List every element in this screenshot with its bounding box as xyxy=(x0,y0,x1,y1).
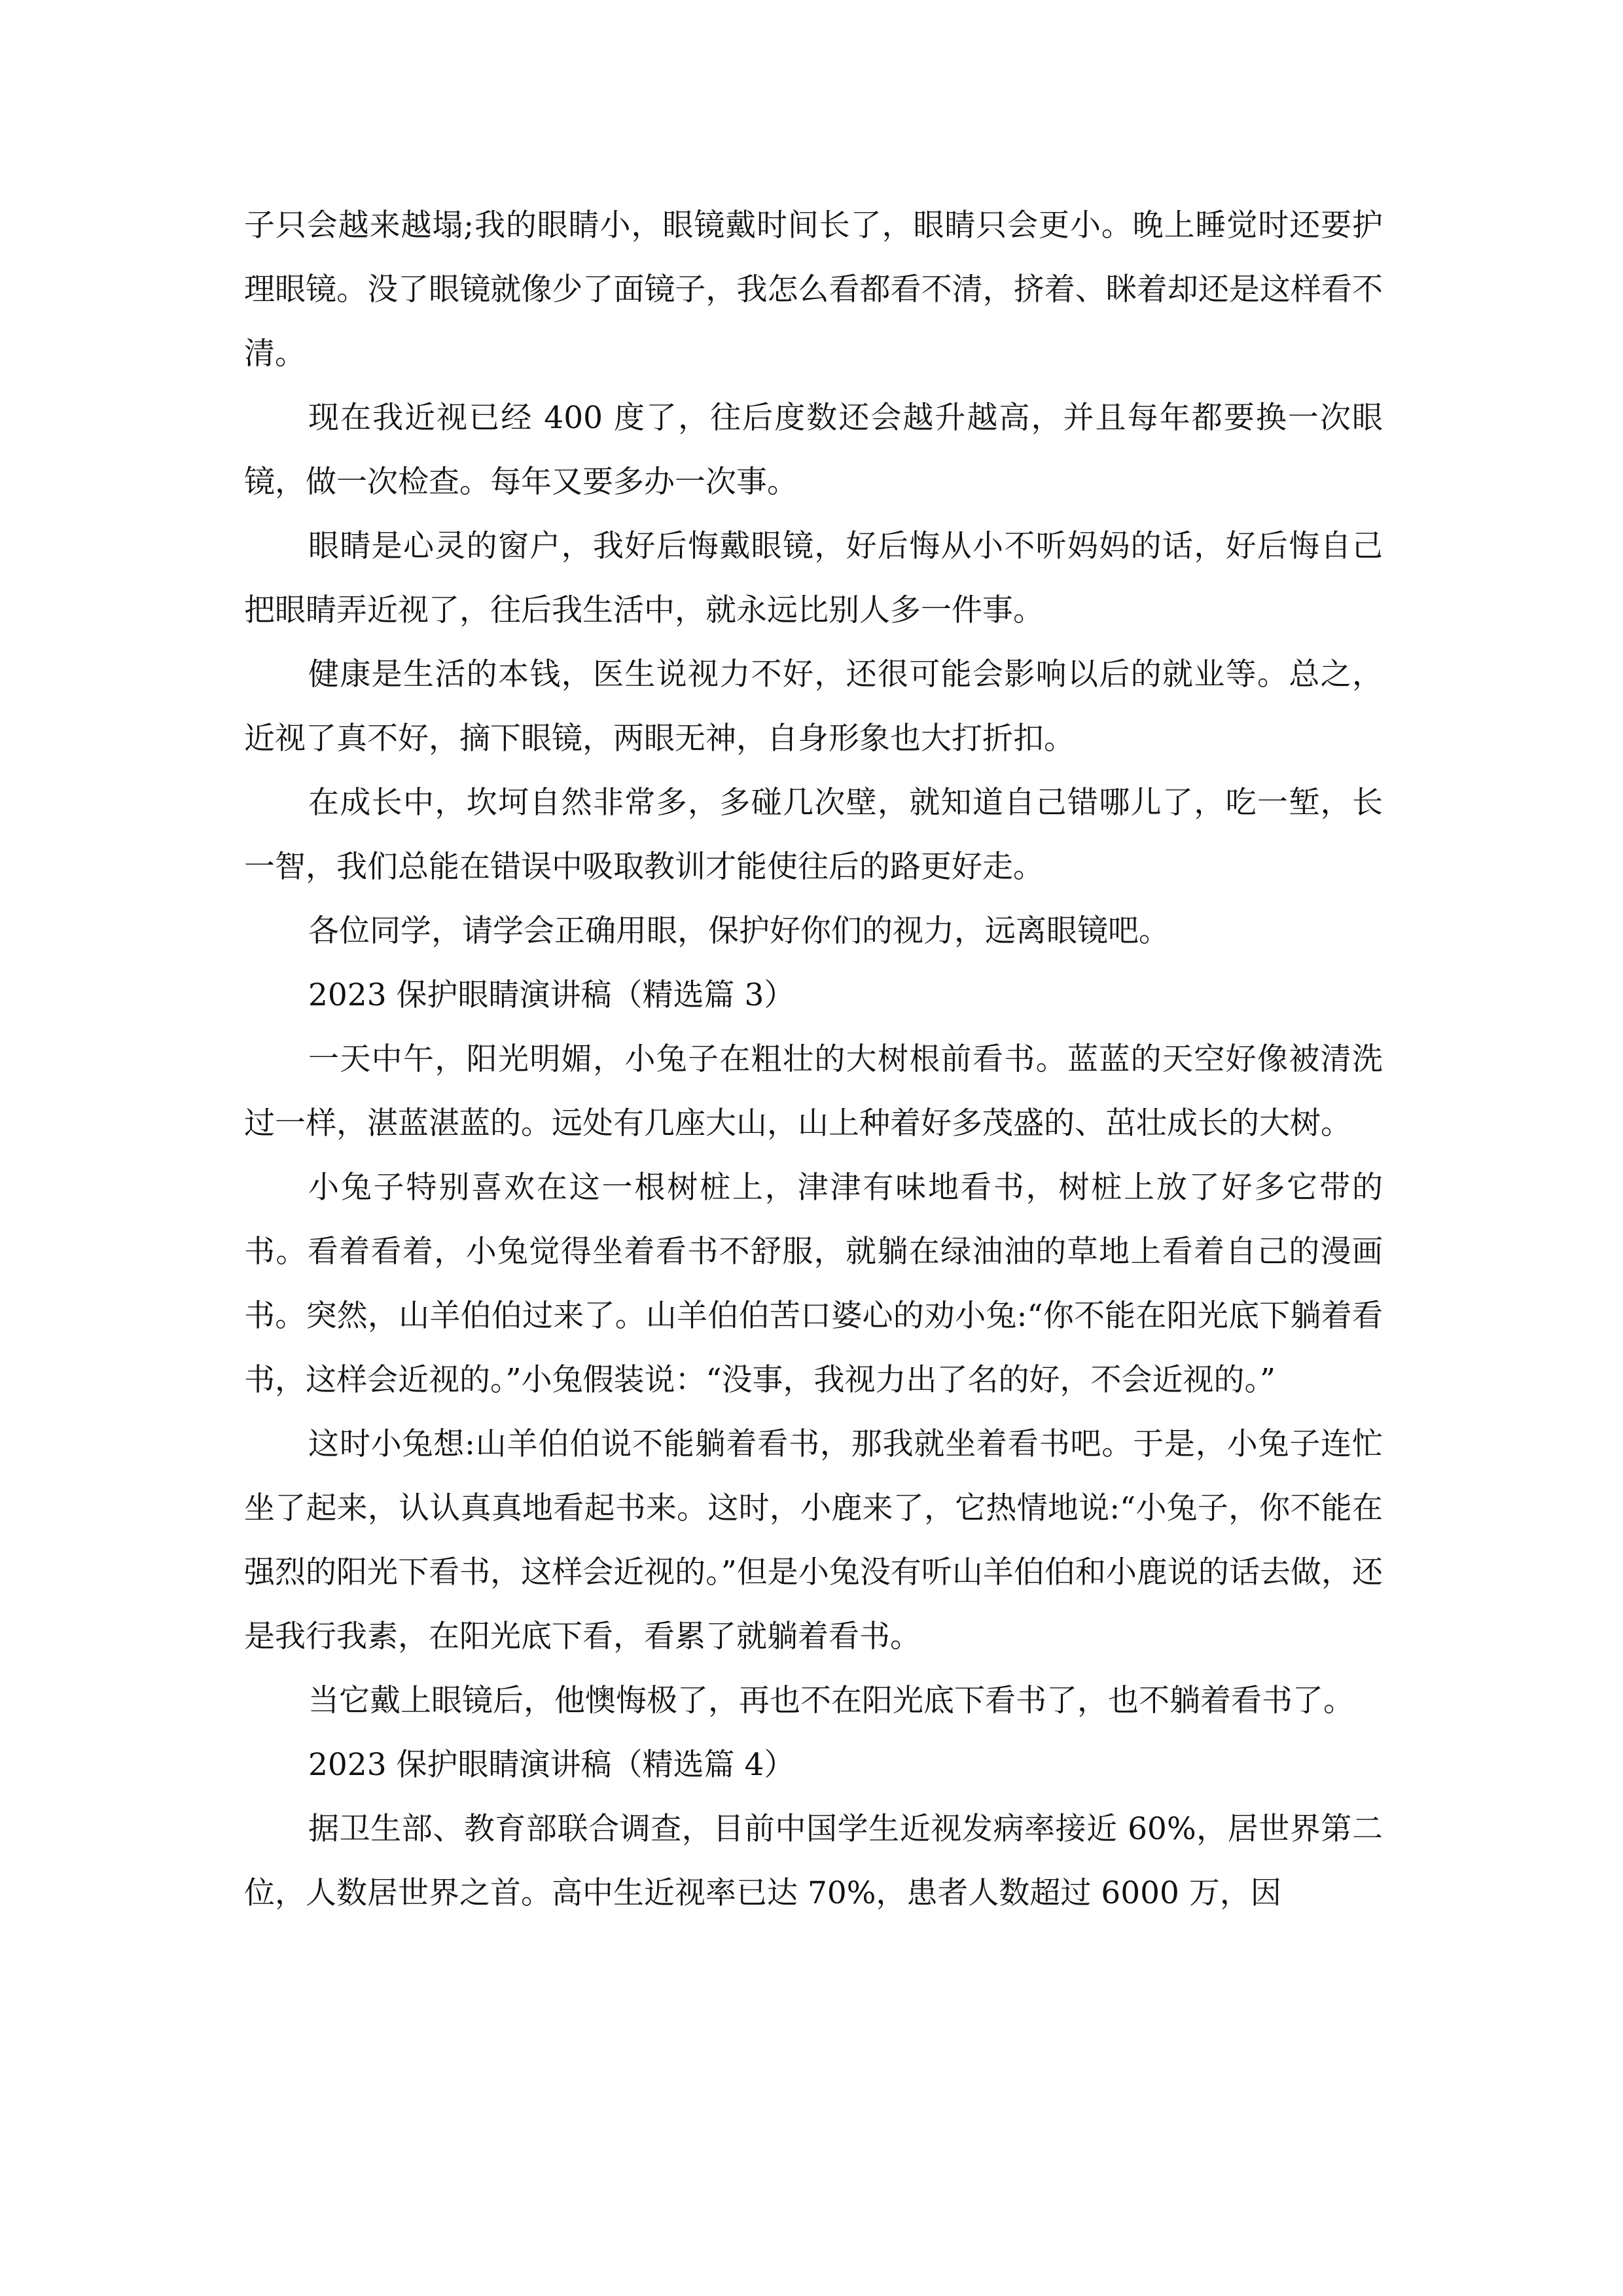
paragraph: 眼睛是心灵的窗户，我好后悔戴眼镜，好后悔从小不听妈妈的话，好后悔自己把眼睛弄近视了，往后我生活中，就永远比别人多一件事。 xyxy=(244,528,1383,628)
paragraph: 各位同学，请学会正确用眼，保护好你们的视力，远离眼镜吧。 xyxy=(308,913,1169,949)
paragraph: 这时小兔想:山羊伯伯说不能躺着看书，那我就坐着看书吧。于是，小兔子连忙坐了起来，认认真真地看起书来。这时，小鹿来了，它热情地说:“小兔子，你不能在强烈的阳光下看书，这样会近视的。”但是小兔没有听山羊伯伯和小鹿说的话去做，还是我行我素，在阳光底下看，看累了就躺着看书。 xyxy=(244,1426,1383,1655)
paragraph: 当它戴上眼镜后，他懊悔极了，再也不在阳光底下看书了，也不躺着看书了。 xyxy=(308,1683,1354,1719)
paragraph: 一天中午，阳光明媚，小兔子在粗壮的大树根前看书。蓝蓝的天空好像被清洗过一样，湛蓝湛蓝的。远处有几座大山，山上种着好多茂盛的、茁壮成长的大树。 xyxy=(244,1041,1383,1141)
paragraph-continued: 子只会越来越塌;我的眼睛小，眼镜戴时间长了，眼睛只会更小。晚上睡觉时还要护理眼镜。没了眼镜就像少了面镜子，我怎么看都看不清，挤着、眯着却还是这样看不清。 xyxy=(244,207,1383,372)
paragraph: 健康是生活的本钱，医生说视力不好，还很可能会影响以后的就业等。总之，近视了真不好，摘下眼镜，两眼无神，自身形象也大打折扣。 xyxy=(244,656,1383,757)
document-body xyxy=(244,194,1383,1926)
paragraph: 现在我近视已经 400 度了，往后度数还会越升越高，并且每年都要换一次眼镜，做一次检查。每年又要多办一次事。 xyxy=(244,400,1383,500)
paragraph: 据卫生部、教育部联合调查，目前中国学生近视发病率接近 60%，居世界第二位，人数居世界之首。高中生近视率已达 70%，患者人数超过 6000 万，因 xyxy=(244,1811,1383,1911)
paragraph: 在成长中，坎坷自然非常多，多碰几次壁，就知道自己错哪儿了，吃一堑，长一智，我们总能在错误中吸取教训才能使往后的路更好走。 xyxy=(244,785,1383,885)
section-heading: 2023 保护眼睛演讲稿（精选篇 3） xyxy=(308,977,795,1013)
paragraph: 小兔子特别喜欢在这一根树桩上，津津有味地看书，树桩上放了好多它带的书。看着看着，小兔觉得坐着看书不舒服，就躺在绿油油的草地上看着自己的漫画书。突然，山羊伯伯过来了。山羊伯伯苦口婆心的劝小兔:“你不能在阳光底下躺着看书，这样会近视的。”小兔假装说：“没事，我视力出了名的好，不会近视的。” xyxy=(244,1170,1383,1398)
section-heading: 2023 保护眼睛演讲稿（精选篇 4） xyxy=(308,1747,795,1783)
